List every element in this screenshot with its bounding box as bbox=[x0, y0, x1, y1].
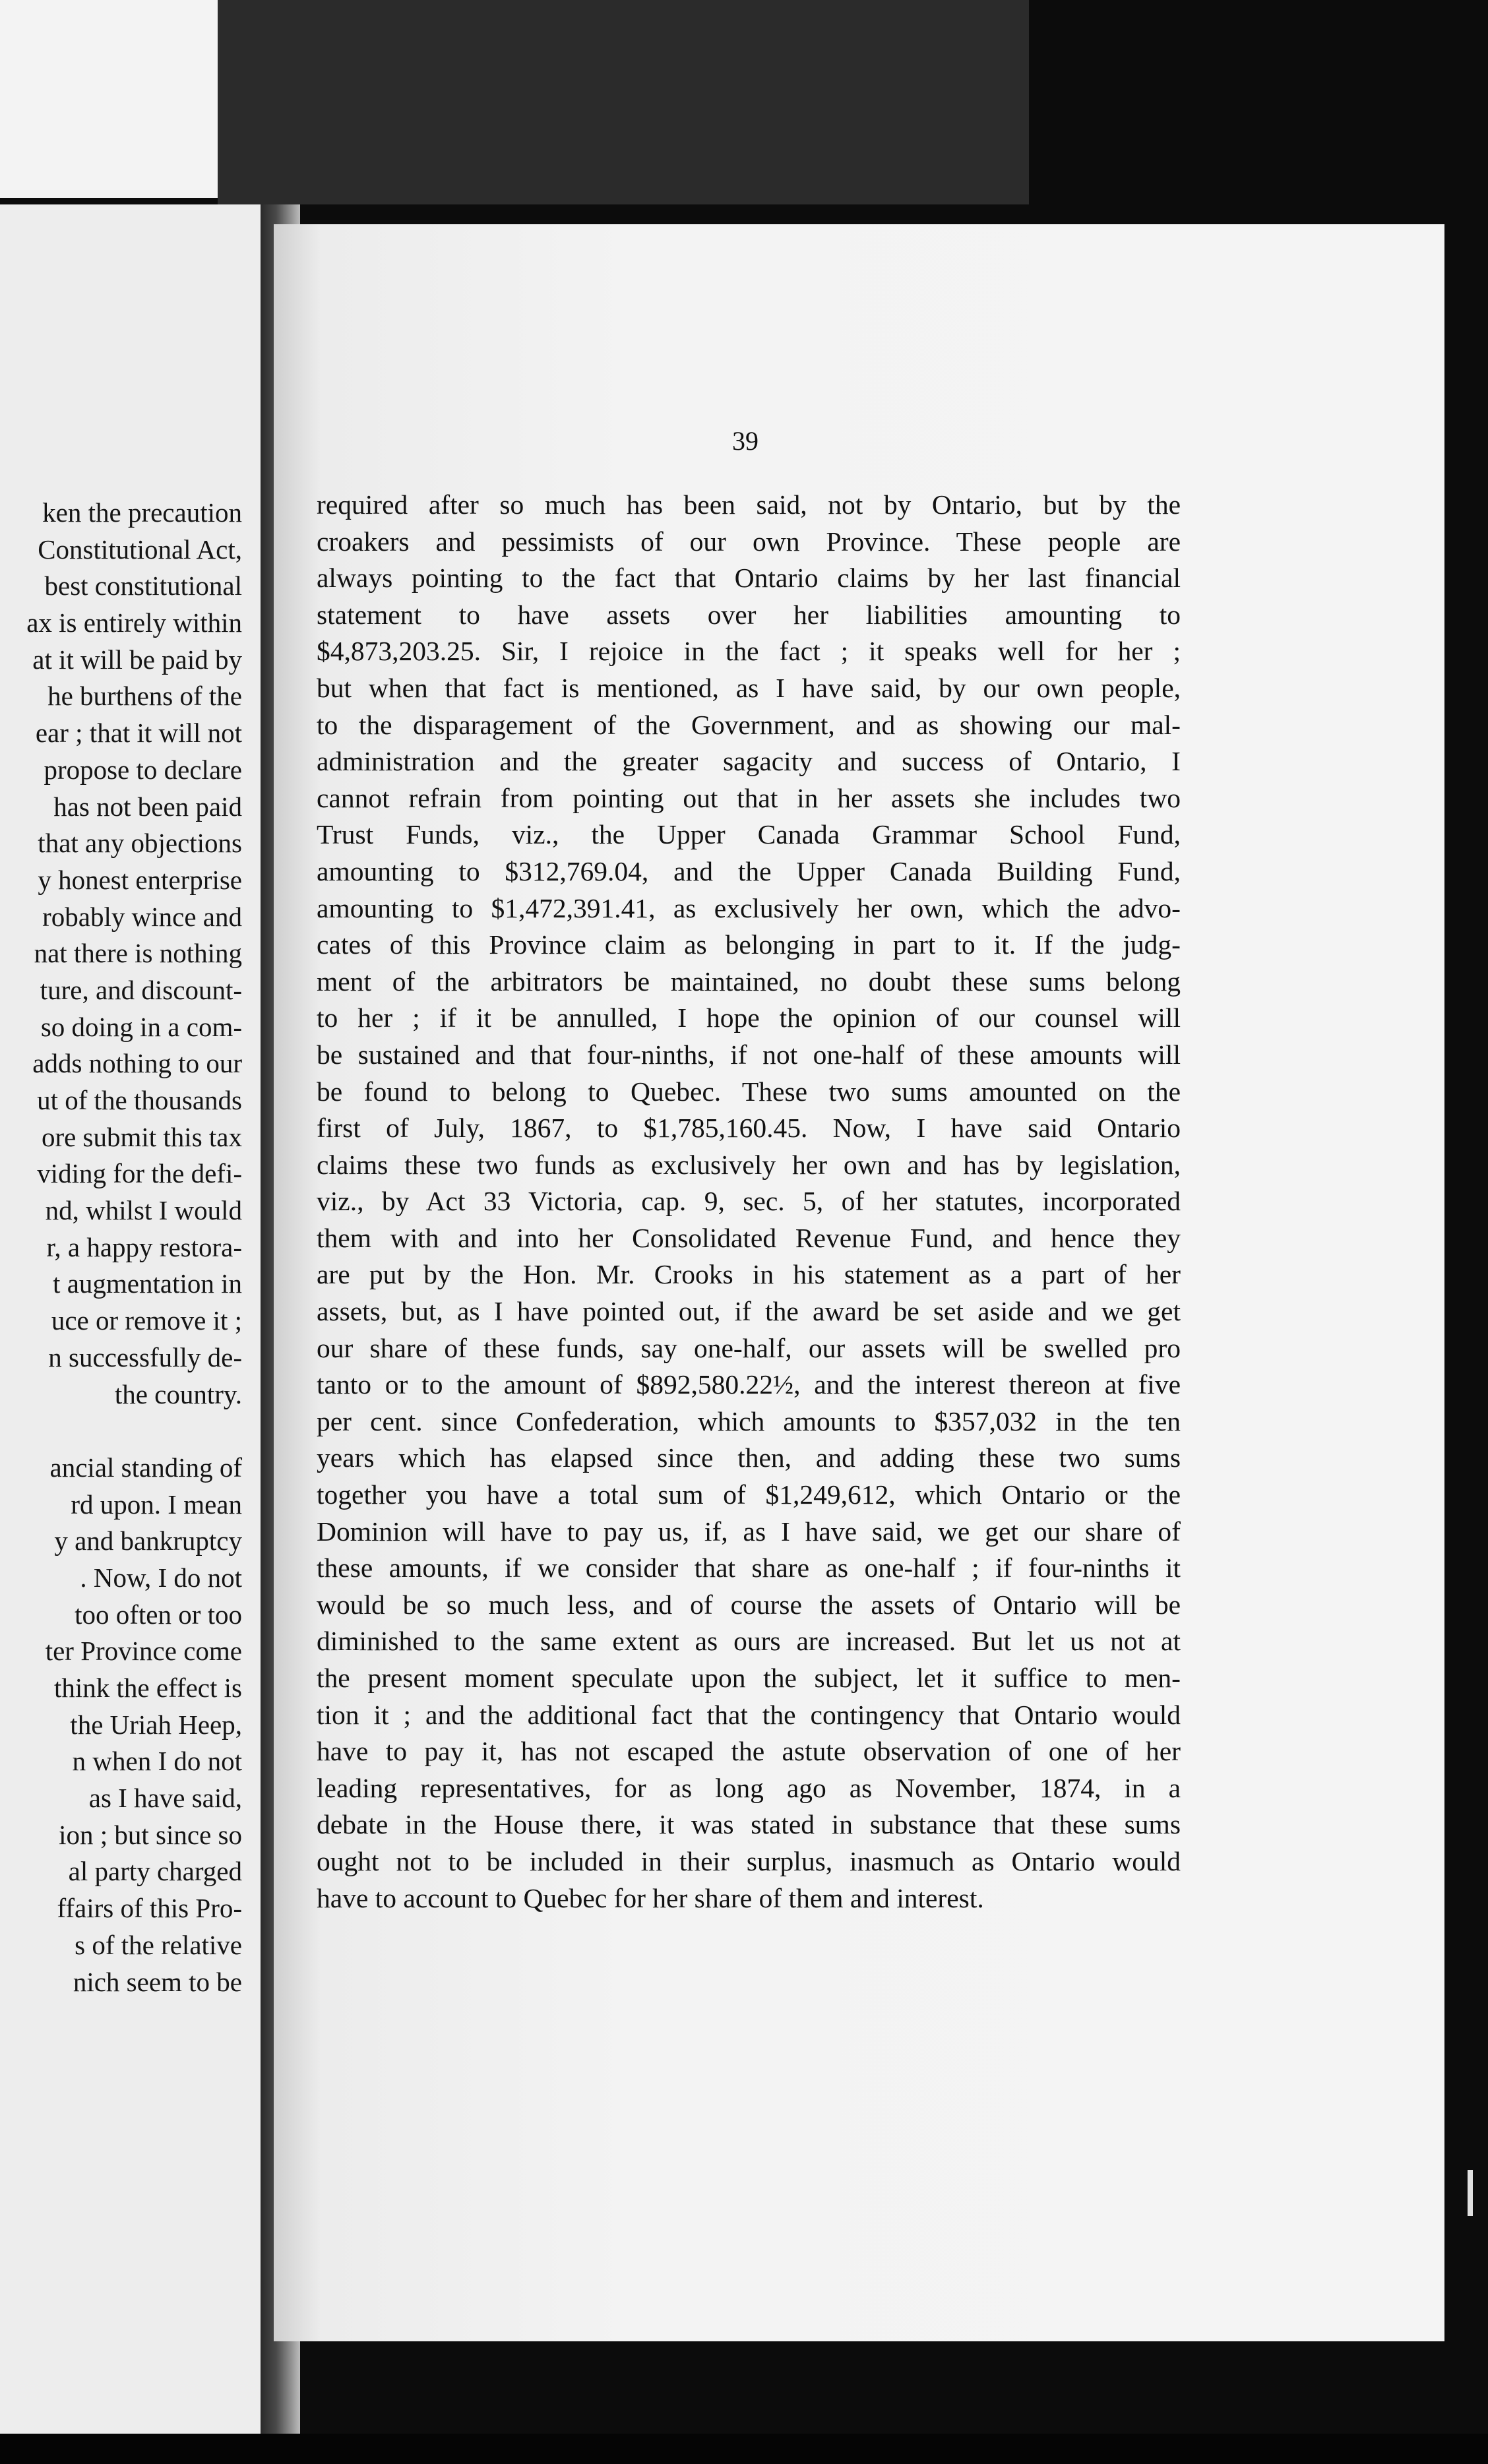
facing-page-line: ore submit this tax bbox=[41, 1121, 242, 1152]
facing-page-line: ut of the thousands bbox=[37, 1085, 242, 1115]
text-line: be found to belong to Quebec. These two sums amounted on the bbox=[317, 1076, 1181, 1107]
text-line: viz., by Act 33 Victoria, cap. 9, sec. 5, of her statutes, incorporated bbox=[317, 1186, 1181, 1217]
text-line: them with and into her Consolidated Revenue Fund, and hence they bbox=[317, 1222, 1181, 1253]
facing-page-line: ture, and discount- bbox=[40, 974, 242, 1005]
facing-page-line: nd, whilst I would bbox=[45, 1195, 242, 1226]
text-line: together you have a total sum of $1,249,612, which Ontario or the bbox=[317, 1479, 1181, 1510]
facing-page-line: ion ; but since so bbox=[59, 1819, 242, 1850]
facing-page-line: as I have said, bbox=[88, 1783, 242, 1814]
facing-page-line: think the effect is bbox=[53, 1673, 242, 1703]
text-line: $4,873,203.25. Sir, I rejoice in the fact ; it speaks well for her ; bbox=[317, 636, 1181, 667]
text-line: cannot refrain from pointing out that in her assets she includes two bbox=[317, 782, 1181, 813]
facing-page-line: nat there is nothing bbox=[34, 938, 242, 969]
facing-page-line: ken the precaution bbox=[42, 497, 242, 528]
facing-page-line: robably wince and bbox=[42, 901, 242, 932]
facing-page-line: al party charged bbox=[68, 1856, 242, 1887]
text-line: cates of this Province claim as belonging in part to it. If the judg- bbox=[317, 929, 1181, 960]
scan-edge-mark bbox=[1468, 2170, 1473, 2216]
text-line: leading representatives, for as long ago as November, 1874, in a bbox=[317, 1772, 1181, 1803]
text-line: the present moment speculate upon the subject, let it suffice to men- bbox=[317, 1663, 1181, 1693]
facing-page-line: ancial standing of bbox=[49, 1452, 242, 1483]
facing-page-line: nich seem to be bbox=[73, 1966, 242, 1997]
text-line: would be so much less, and of course the assets of Ontario will be bbox=[317, 1589, 1181, 1620]
text-line: have to pay it, has not escaped the astute observation of one of her bbox=[317, 1736, 1181, 1767]
facing-page-line: rd upon. I mean bbox=[71, 1489, 242, 1520]
facing-page-line: . Now, I do not bbox=[80, 1562, 242, 1593]
text-line: are put by the Hon. Mr. Crooks in his statement as a part of her bbox=[317, 1259, 1181, 1290]
text-line: but when that fact is mentioned, as I have said, by our own people, bbox=[317, 672, 1181, 703]
facing-page-line: has not been paid bbox=[53, 791, 242, 822]
text-line: statement to have assets over her liabilities amounting to bbox=[317, 599, 1181, 630]
text-line: to her ; if it be annulled, I hope the opinion of our counsel will bbox=[317, 1002, 1181, 1033]
text-line: tanto or to the amount of $892,580.22½, and the interest thereon at five bbox=[317, 1369, 1181, 1400]
text-line: amounting to $1,472,391.41, as exclusively her own, which the advo- bbox=[317, 892, 1181, 923]
facing-page-line: propose to declare bbox=[44, 754, 242, 785]
facing-page-line: viding for the defi- bbox=[37, 1158, 242, 1189]
facing-page-line: t augmentation in bbox=[53, 1268, 242, 1299]
facing-page-text bbox=[0, 495, 242, 2000]
facing-page-line: r, a happy restora- bbox=[46, 1231, 242, 1262]
text-line: per cent. since Confederation, which amounts to $357,032 in the ten bbox=[317, 1405, 1181, 1436]
facing-page-line: the Uriah Heep, bbox=[70, 1709, 242, 1740]
text-line: Dominion will have to pay us, if, as I have said, we get our share of bbox=[317, 1516, 1181, 1547]
scan-corner-tab bbox=[0, 0, 218, 198]
facing-page-line: at it will be paid by bbox=[32, 644, 242, 675]
facing-page-line: so doing in a com- bbox=[40, 1011, 242, 1042]
text-line: croakers and pessimists of our own Province. These people are bbox=[317, 526, 1181, 557]
facing-page-line: best constitutional bbox=[44, 570, 242, 601]
body-text bbox=[317, 487, 1181, 1917]
facing-page-line: that any objections bbox=[38, 828, 242, 859]
text-line: always pointing to the fact that Ontario claims by her last financial bbox=[317, 563, 1181, 594]
facing-page-line: s of the relative bbox=[75, 1929, 242, 1960]
text-line: first of July, 1867, to $1,785,160.45. Now, I have said Ontario bbox=[317, 1113, 1181, 1144]
facing-page-line: ter Province come bbox=[45, 1636, 242, 1667]
text-line: ought not to be included in their surplus, inasmuch as Ontario would bbox=[317, 1845, 1181, 1876]
text-line: diminished to the same extent as ours are increased. But let us not at bbox=[317, 1626, 1181, 1657]
text-line: be sustained and that four-ninths, if not one-half of these amounts will bbox=[317, 1039, 1181, 1070]
facing-page-line: ax is entirely within bbox=[26, 607, 242, 638]
text-line: administration and the greater sagacity and success of Ontario, I bbox=[317, 746, 1181, 777]
text-line: have to account to Quebec for her share of them and interest. bbox=[317, 1882, 984, 1913]
facing-page-line: n when I do not bbox=[72, 1746, 242, 1777]
facing-page-line: ffairs of this Pro- bbox=[57, 1893, 242, 1924]
facing-page-line: n successfully de- bbox=[48, 1341, 242, 1372]
text-line: amounting to $312,769.04, and the Upper Canada Building Fund, bbox=[317, 855, 1181, 886]
facing-page-line: the country. bbox=[114, 1378, 242, 1409]
facing-page-line: too often or too bbox=[75, 1599, 242, 1630]
facing-page-line: he burthens of the bbox=[47, 681, 242, 712]
text-line: tion it ; and the additional fact that the contingency that Ontario would bbox=[317, 1699, 1181, 1730]
page-number: 39 bbox=[732, 426, 759, 456]
text-line: to the disparagement of the Government, and as showing our mal- bbox=[317, 709, 1181, 740]
text-line: debate in the House there, it was stated in substance that these sums bbox=[317, 1809, 1181, 1840]
facing-page-line: adds nothing to our bbox=[32, 1048, 242, 1079]
text-line: required after so much has been said, not by Ontario, but by the bbox=[317, 489, 1181, 520]
text-line: Trust Funds, viz., the Upper Canada Grammar School Fund, bbox=[317, 819, 1181, 850]
facing-page-line: y honest enterprise bbox=[38, 864, 242, 895]
facing-page-line: uce or remove it ; bbox=[51, 1305, 242, 1336]
text-line: claims these two funds as exclusively her own and has by legislation, bbox=[317, 1149, 1181, 1180]
scan-bottom-edge bbox=[0, 2434, 1488, 2464]
text-line: assets, but, as I have pointed out, if the award be set aside and we get bbox=[317, 1296, 1181, 1327]
text-line: our share of these funds, say one-half, our assets will be swelled pro bbox=[317, 1332, 1181, 1363]
scan-top-strip bbox=[218, 0, 1029, 204]
facing-page-line: Constitutional Act, bbox=[38, 534, 242, 565]
facing-page-line bbox=[0, 1413, 242, 1450]
text-line: these amounts, if we consider that share as one-half ; if four-ninths it bbox=[317, 1553, 1181, 1584]
text-line: years which has elapsed since then, and adding these two sums bbox=[317, 1442, 1181, 1473]
facing-page-line: ear ; that it will not bbox=[35, 718, 242, 749]
facing-page-line: y and bankruptcy bbox=[54, 1525, 242, 1556]
text-line: ment of the arbitrators be maintained, no doubt these sums belong bbox=[317, 966, 1181, 997]
facing-page-left bbox=[0, 204, 261, 2434]
